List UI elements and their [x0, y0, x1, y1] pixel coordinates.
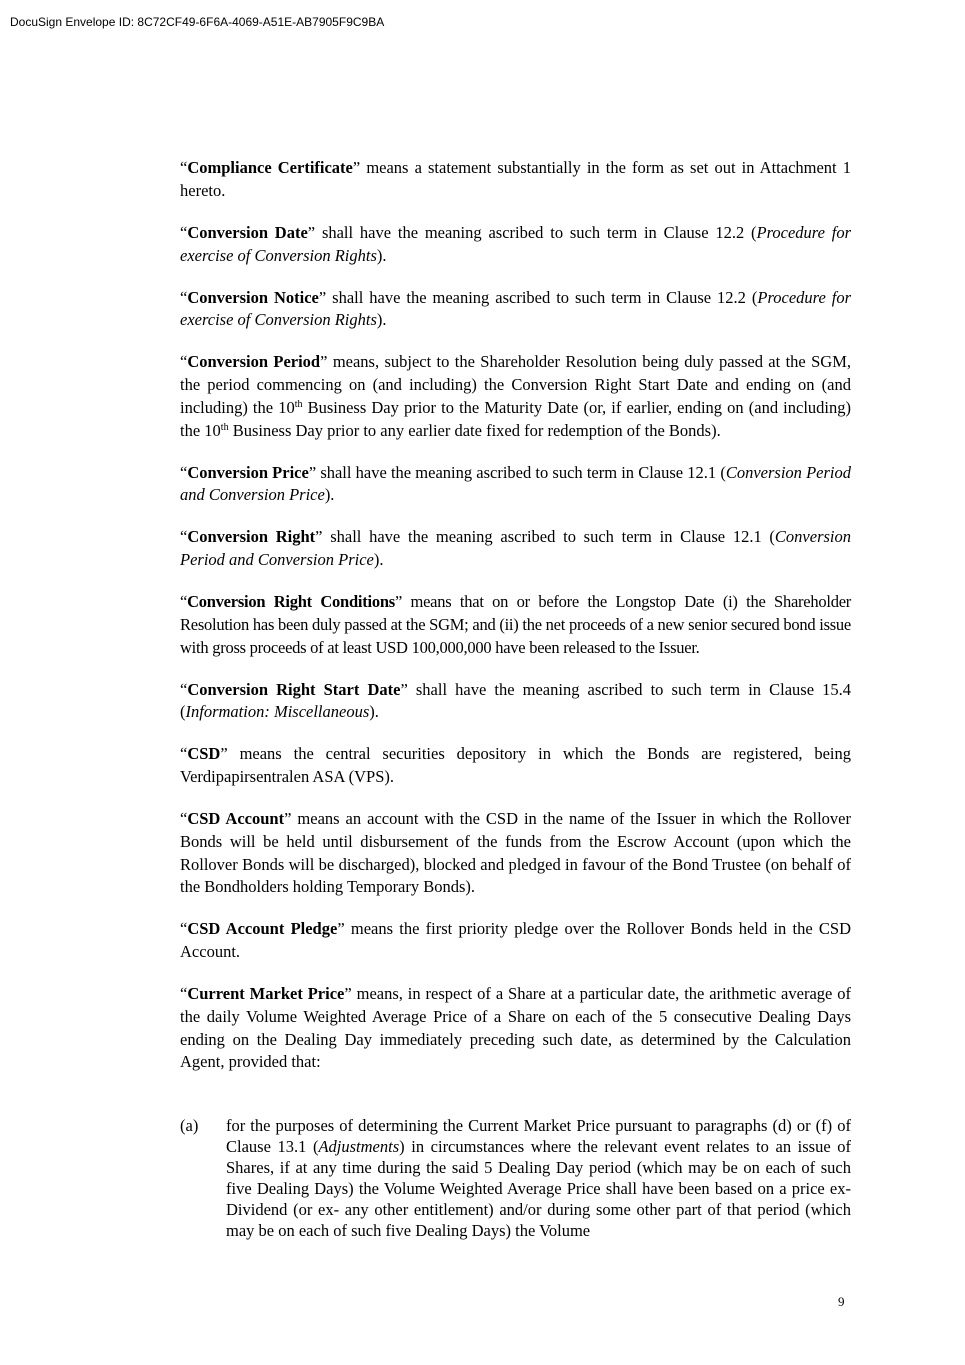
defined-term: Conversion Price: [187, 462, 309, 482]
quote-open: “: [180, 919, 188, 939]
clause-reference: Conversion Period and Conversion Price: [180, 527, 852, 570]
defined-term: Conversion Right Start Date: [187, 679, 401, 699]
quote-close: ”: [344, 984, 352, 1004]
defined-term: CSD Account Pledge: [187, 919, 338, 939]
definition-tail: ).: [373, 550, 384, 570]
quote-close: ”: [320, 352, 328, 372]
definition-tail: ).: [376, 245, 387, 265]
quote-close: ”: [394, 592, 403, 612]
clause-reference: Procedure for exercise of Conversion Rights: [180, 222, 851, 265]
docusign-envelope-id: DocuSign Envelope ID: 8C72CF49-6F6A-4069-A51E-AB7905F9C9BA: [10, 15, 385, 29]
defined-term: Conversion Right Conditions: [187, 592, 395, 612]
definition-conversion-date: [180, 222, 851, 267]
quote-open: “: [180, 744, 188, 764]
defined-term: Conversion Period: [187, 352, 321, 372]
quote-close: ”: [315, 527, 323, 547]
paragraph-a: [180, 1116, 851, 1241]
paragraph-text: [226, 1116, 851, 1241]
clause-reference: Adjustments: [318, 1136, 400, 1156]
definition-csd-account: [180, 808, 851, 899]
definition-text: shall have the meaning ascribed to such term in Clause 12.1 (: [320, 462, 726, 482]
definition-conversion-notice: [180, 287, 851, 332]
definition-tail: ).: [324, 485, 335, 505]
definition-text: shall have the meaning ascribed to such term in Clause 12.2 (: [332, 287, 758, 307]
definition-conversion-right: [180, 526, 851, 571]
defined-term: Conversion Right: [187, 527, 316, 547]
definition-text: means a statement substantially in the form as set out in Attachment 1 hereto.: [180, 158, 851, 200]
definition-tail: ).: [369, 702, 379, 722]
quote-close: ”: [352, 158, 361, 177]
quote-open: “: [180, 222, 188, 242]
definition-conversion-price: [180, 462, 851, 507]
quote-close: ”: [284, 809, 292, 829]
quote-open: “: [180, 462, 188, 482]
quote-open: “: [180, 158, 188, 177]
clause-reference: Conversion Period and Conversion Price: [180, 462, 851, 505]
quote-open: “: [180, 984, 188, 1004]
quote-close: ”: [307, 222, 316, 242]
quote-open: “: [180, 592, 188, 612]
quote-close: ”: [400, 679, 408, 699]
definition-conversion-right-conditions: [180, 591, 851, 659]
definitions-list: [180, 157, 851, 1074]
definition-text: means that on or before the Longstop Date (i) the Shareholder Resolution has been duly passed at the SGM; and (ii) the net proceeds of a new senior secured bond issue with gross proceeds of at least USD 100,000,000 have been released to the Issuer.: [180, 592, 852, 657]
definition-text: means, in respect of a Share at a particular date, the arithmetic average of the daily Volume Weighted Average Price of a Share on each of the 5 consecutive Dealing Days ending on the Dealing Day immediately preceding such date, as determined by the Calculation Agent, provided that:: [180, 984, 851, 1072]
definition-csd: [180, 743, 851, 788]
quote-close: ”: [220, 744, 228, 764]
definition-text: Business Day prior to the Maturity Date (or, if earlier, ending on (and including) the 10: [180, 397, 852, 440]
quote-open: “: [180, 809, 188, 829]
quote-close: ”: [337, 919, 345, 939]
quote-close: ”: [308, 462, 317, 482]
definition-text: means the first priority pledge over the Rollover Bonds held in the CSD Account.: [180, 919, 852, 962]
definition-text: shall have the meaning ascribed to such term in Clause 12.1 (: [330, 527, 775, 547]
definition-compliance-certificate: [180, 157, 851, 202]
ordinal-suffix: th: [220, 421, 229, 433]
defined-term: Conversion Notice: [187, 287, 319, 307]
quote-open: “: [180, 287, 188, 307]
definition-text: means an account with the CSD in the name of the Issuer in which the Rollover Bonds will be held until disbursement of the funds from the Escrow Account (upon which the Rollover Bonds will be discharged), blocked and pledged in favour of the Bond Trustee (on behalf of the Bondholders holding Temporary Bonds).: [180, 809, 851, 897]
definition-conversion-right-start-date: [180, 679, 851, 724]
quote-open: “: [180, 352, 188, 372]
definition-text: shall have the meaning ascribed to such term in Clause 12.2 (: [321, 222, 757, 242]
paragraph-text-start: for the purposes of determining the Current Market Price pursuant to paragraphs (d) or (f) of Clause 13.1 (: [226, 1116, 851, 1156]
page-number: 9: [838, 1294, 845, 1309]
ordinal-suffix: th: [294, 398, 303, 410]
definition-conversion-period: [180, 351, 851, 442]
defined-term: Current Market Price: [187, 984, 345, 1004]
defined-term: CSD Account: [187, 809, 285, 829]
defined-term: CSD: [187, 744, 221, 764]
quote-open: “: [180, 679, 188, 699]
paragraph-text-end: ) in circumstances where the relevant event relates to an issue of Shares, if at any time during the said 5 Dealing Day period (which may be on each of such five Dealing Days) the Volume Weighted Average Price shall have been based on a price ex-Dividend (or ex- any other entitlement) and/or during some other part of that period (which may be on each of such five Dealing Days) the Volume: [226, 1136, 851, 1240]
clause-reference: Procedure for exercise of Conversion Rights: [180, 287, 851, 330]
defined-term: Conversion Date: [187, 222, 308, 242]
quote-open: “: [180, 527, 188, 547]
clause-reference: Information: Miscellaneous: [185, 702, 370, 722]
definition-current-market-price: [180, 983, 851, 1074]
definition-text: Business Day prior to any earlier date fixed for redemption of the Bonds).: [228, 420, 721, 440]
quote-close: ”: [318, 287, 327, 307]
defined-term: Compliance Certificate: [187, 158, 353, 177]
definition-tail: ).: [376, 310, 387, 330]
definition-text: means, subject to the Shareholder Resolution being duly passed at the SGM, the period commencing on (and including) the Conversion Right Start Date and ending on (and including) the 10: [180, 352, 851, 417]
definition-text: means the central securities depository in which the Bonds are registered, being Verdipapirsentralen ASA (VPS).: [180, 744, 851, 787]
paragraph-label: (a): [180, 1116, 199, 1135]
definition-csd-account-pledge: [180, 918, 851, 963]
definition-text: shall have the meaning ascribed to such term in Clause 15.4 (: [180, 679, 852, 722]
